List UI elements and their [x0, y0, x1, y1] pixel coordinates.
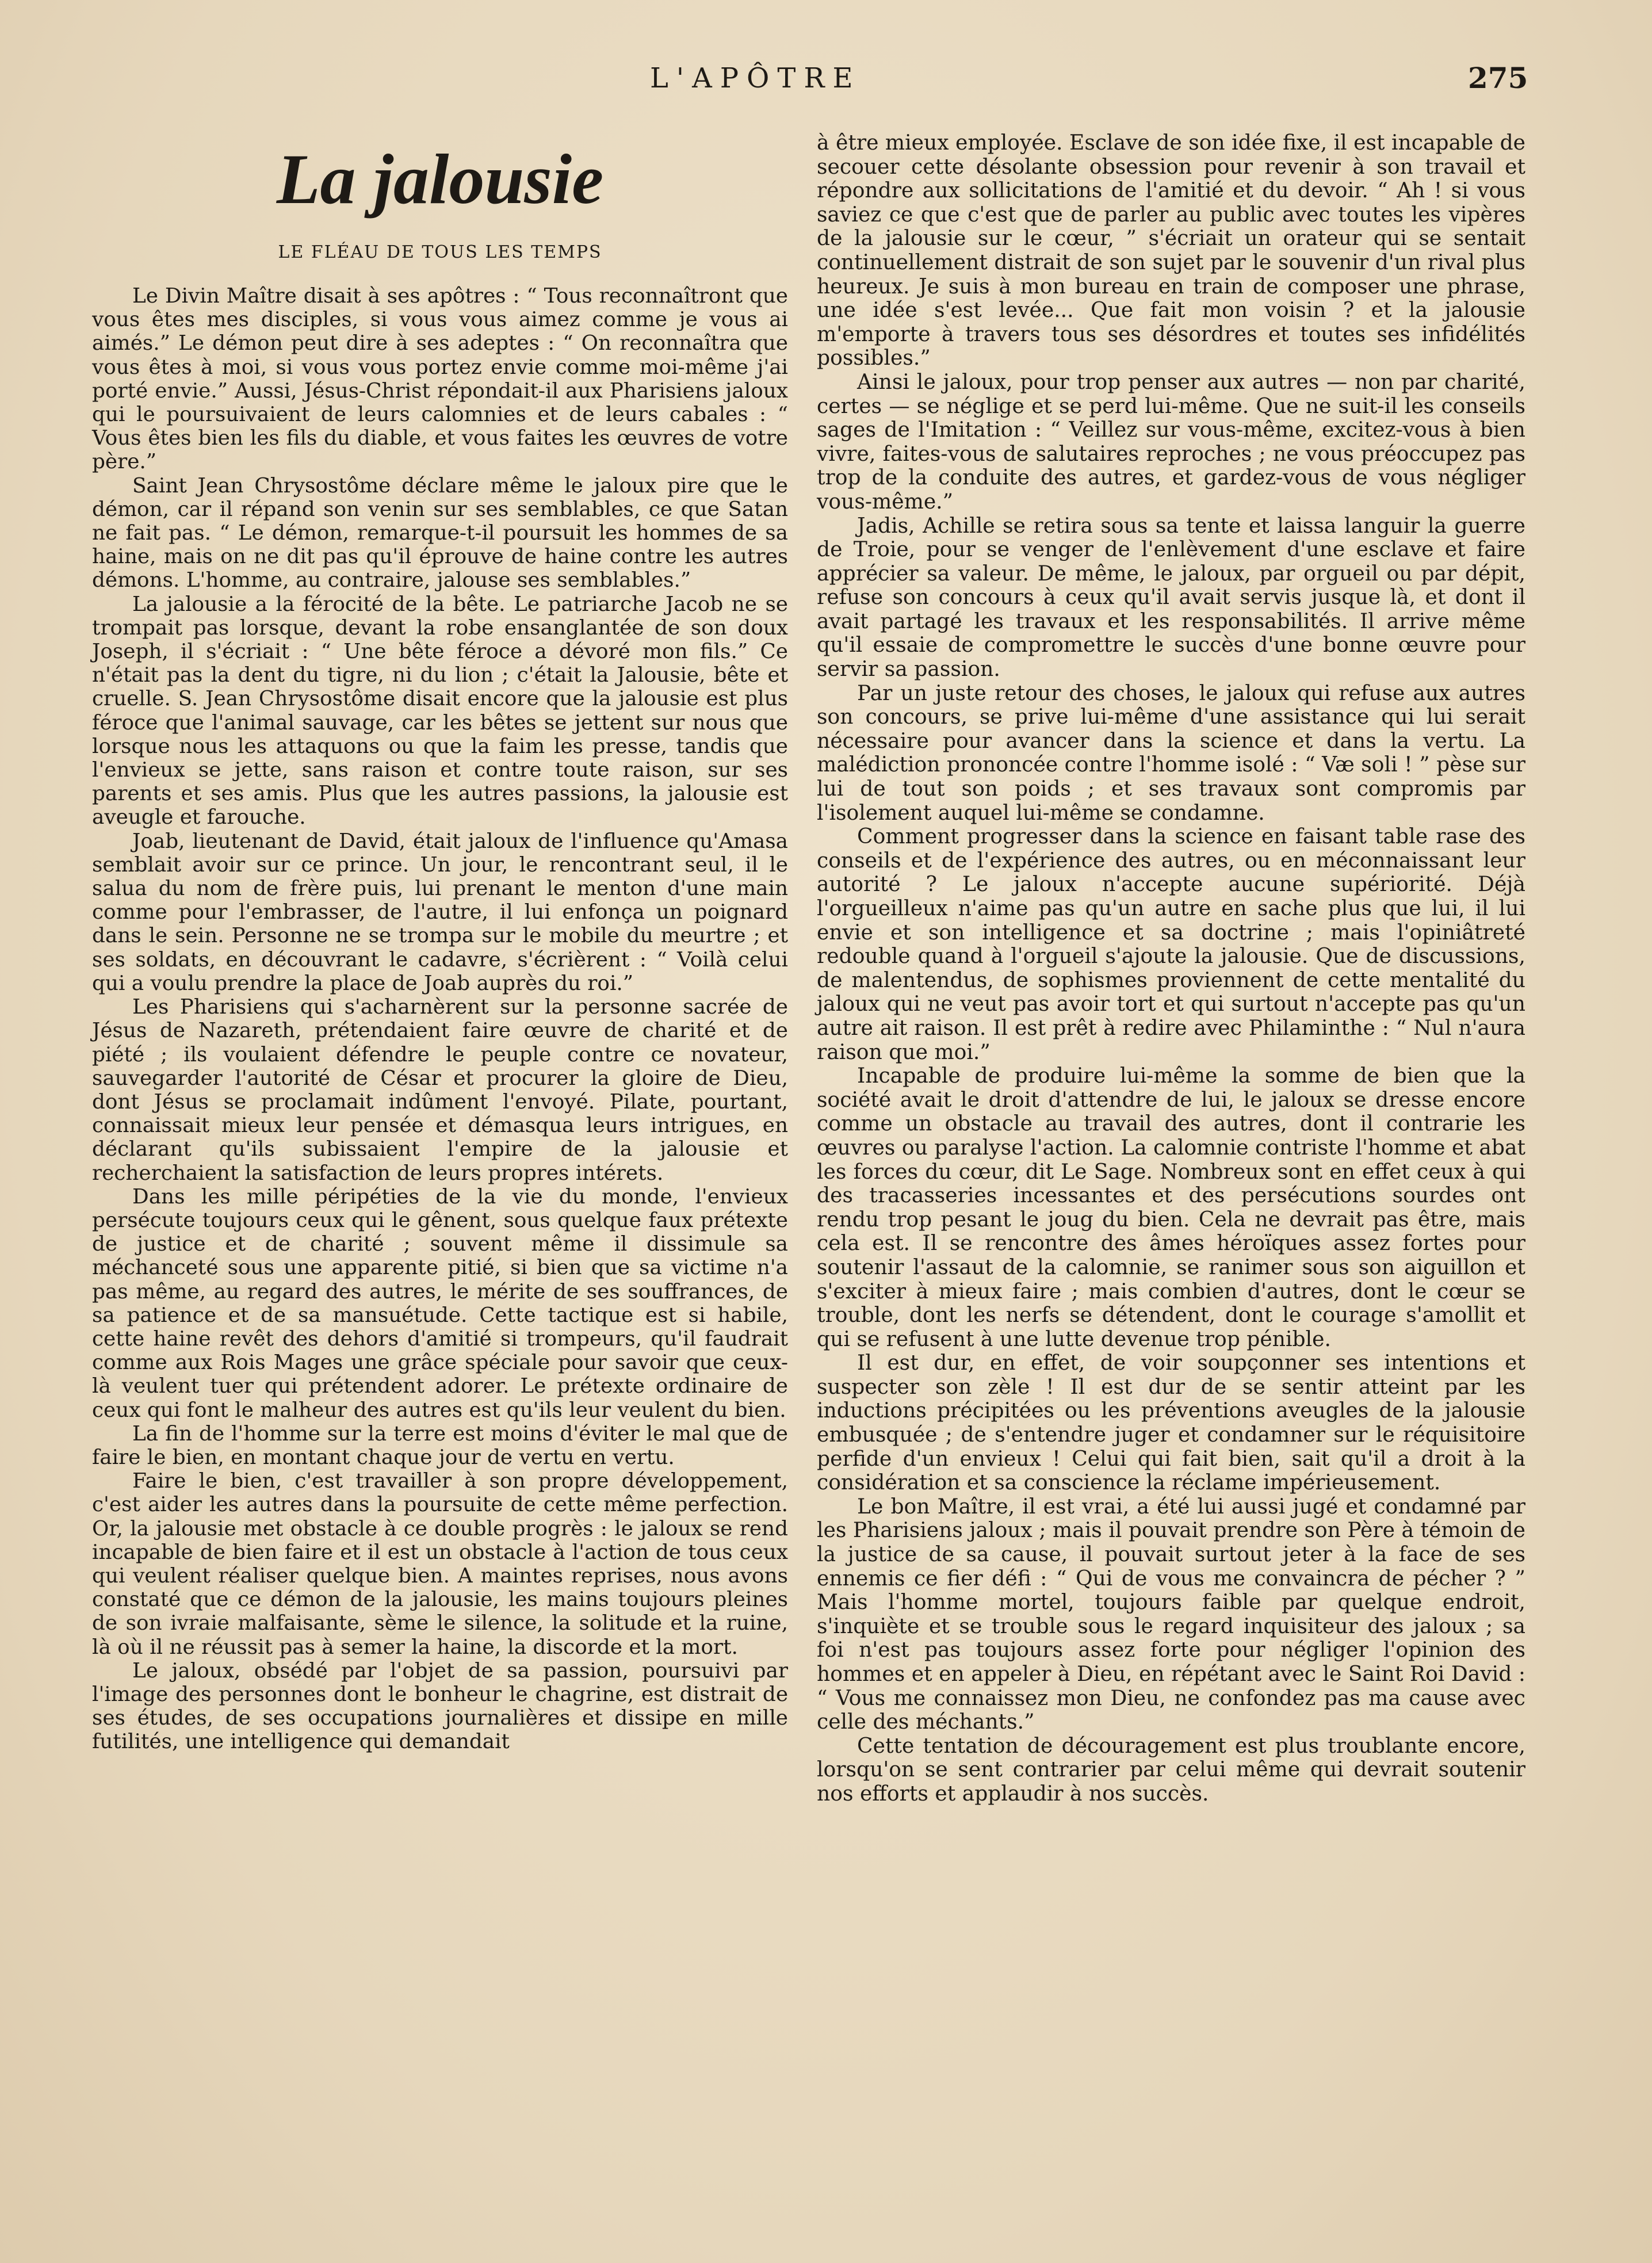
- paragraph: Jadis, Achille se retira sous sa tente et laissa languir la guerre de Troie, pour se venger de l'enlèvement d'une esclave et faire apprécier sa valeur. De même, le jaloux, par orgueil ou par dépit, refuse son concours à ceux qu'il avait servis jusque là, et dont il avait partagé les travaux et les responsabilités. Il arrive même qu'il essaie de compromettre le succès d'une bonne œuvre pour servir sa passion.: [817, 513, 1525, 682]
- paragraph: Par un juste retour des choses, le jaloux qui refuse aux autres son concours, se prive lui-même d'une assistance qui lui serait nécessaire pour avancer dans la science et dans la vertu. La malédiction prononcée contre l'homme isolé : “ Væ soli ! ” pèse sur lui de tout son poids ; et ses travaux sont compromis par l'isolement auquel lui-même se condamne.: [817, 681, 1525, 825]
- paragraph: Incapable de produire lui-même la somme de bien que la société avait le droit d'attendre de lui, le jaloux se dresse encore comme un obstacle au travail des autres, dont il contrarie les œuvres ou paralyse l'action. La calomnie contriste l'homme et abat les forces du cœur, dit Le Sage. Nombreux sont en effet ceux à qui des tracasseries incessantes et des persécutions sourdes ont rendu trop pesant le joug du bien. Cela ne devrait pas être, mais cela est. Il se rencontre des âmes héroïques assez fortes pour soutenir l'assaut de la calomnie, se ranimer sous son aiguillon et s'exciter à mieux faire ; mais combien d'autres, dont le cœur se trouble, dont les nerfs se détendent, dont le courage s'amollit et qui se refusent à une lutte devenue trop pénible.: [817, 1064, 1525, 1351]
- paragraph: Les Pharisiens qui s'acharnèrent sur la personne sacrée de Jésus de Nazareth, prétendaient faire œuvre de charité et de piété ; ils voulaient défendre le peuple contre ce novateur, sauvegarder l'autorité de César et procurer la gloire de Dieu, dont Jésus se proclamait indûment l'envoyé. Pilate, pourtant, connaissait mieux leur pensée et démasqua leurs intrigues, en déclarant qu'ils subissaient l'empire de la jalousie et recherchaient la satisfaction de leurs propres intérets.: [92, 995, 788, 1185]
- paragraph: Dans les mille péripéties de la vie du monde, l'envieux persécute toujours ceux qui le gênent, sous quelque faux prétexte de justice et de charité ; souvent même il dissimule sa méchanceté sous une apparente pitié, si bien que sa victime n'a pas même, au regard des autres, le mérite de ses souffrances, de sa patience et de sa mansuétude. Cette tactique est si habile, cette haine revêt des dehors d'amitié si trompeurs, qu'il faudrait comme aux Rois Mages une grâce spéciale pour savoir que ceux-là veulent tuer qui prétendent adorer. Le prétexte ordinaire de ceux qui font le malheur des autres est qu'ils leur veulent du bien.: [92, 1184, 788, 1422]
- paragraph: Comment progresser dans la science en faisant table rase des conseils et de l'expérience des autres, ou en méconnaissant leur autorité ? Le jaloux n'accepte aucune supériorité. Déjà l'orgueilleux n'aime pas qu'un autre en sache plus que lui, il lui envie et son intelligence et sa doctrine ; mais l'opiniâtreté redouble quand à l'orgueil s'ajoute la jalousie. Que de discussions, de malentendus, de sophismes proviennent de cette mentalité du jaloux qui ne veut pas avoir tort et qui surtout n'accepte pas qu'un autre ait raison. Il est prêt à redire avec Philaminthe : “ Nul n'aura raison que moi.”: [817, 824, 1525, 1064]
- paragraph: La fin de l'homme sur la terre est moins d'éviter le mal que de faire le bien, en montant chaque jour de vertu en vertu.: [92, 1421, 788, 1469]
- paragraph: Ainsi le jaloux, pour trop penser aux autres — non par charité, certes — se néglige et se perd lui-même. Que ne suit-il les conseils sages de l'Imitation : “ Veillez sur vous-même, excitez-vous à bien vivre, faites-vous de salutaires reproches ; ne vous préoccupez pas trop de la conduite des autres, et gardez-vous de vous négliger vous-même.”: [817, 369, 1525, 514]
- paragraph: Le bon Maître, il est vrai, a été lui aussi jugé et condamné par les Pharisiens jaloux ; mais il pouvait prendre son Père à témoin de la justice de sa cause, il pouvait surtout jeter à la face de ses ennemis ce fier défi : “ Qui de vous me convaincra de pécher ? ” Mais l'homme mortel, toujours faible par quelque endroit, s'inquiète et se trouble sous le regard inquisiteur des jaloux ; sa foi n'est pas toujours assez forte pour négliger l'opinion des hommes et en appeler à Dieu, en répétant avec le Saint Roi David : “ Vous me connaissez mon Dieu, ne confondez pas ma cause avec celle des méchants.”: [817, 1494, 1525, 1734]
- page-number: 275: [1468, 61, 1528, 95]
- paragraph: Faire le bien, c'est travailler à son propre développement, c'est aider les autres dans la poursuite de cette même perfection. Or, la jalousie met obstacle à ce double progrès : le jaloux se rend incapable de bien faire et il est un obstacle à l'action de tous ceux qui veulent réaliser quelque bien. A maintes reprises, nous avons constaté que ce démon de la jalousie, les mains toujours pleines de son ivraie malfaisante, sème le silence, la solitude et la ruine, là où il ne réussit pas à semer la haine, la discorde et la mort.: [92, 1469, 788, 1659]
- article-subtitle: LE FLÉAU DE TOUS LES TEMPS: [278, 242, 602, 262]
- paragraph: La jalousie a la férocité de la bête. Le patriarche Jacob ne se trompait pas lorsque, devant la robe ensanglantée de son doux Joseph, il s'écriait : “ Une bête féroce a dévoré mon fils.” Ce n'était pas la dent du tigre, ni du lion ; c'était la Jalousie, bête et cruelle. S. Jean Chrysostôme disait encore que la jalousie est plus féroce que l'animal sauvage, car les bêtes se jettent sur nous que lorsque nous les attaquons ou que la faim les presse, tandis que l'envieux se jette, sans raison et contre toute raison, sur ses parents et ses amis. Plus que les autres passions, la jalousie est aveugle et farouche.: [92, 592, 788, 829]
- paragraph: Joab, lieutenant de David, était jaloux de l'influence qu'Amasa semblait avoir sur ce prince. Un jour, le rencontrant seul, il le salua du nom de frère puis, lui prenant le menton d'une main comme pour l'embrasser, de l'autre, il lui enfonça un poignard dans le sein. Personne ne se trompa sur le mobile du meurtre ; et ses soldats, en découvrant le cadavre, s'écrièrent : “ Voilà celui qui a voulu prendre la place de Joab auprès du roi.”: [92, 829, 788, 995]
- running-title: L'APÔTRE: [650, 62, 861, 94]
- paragraph: Le jaloux, obsédé par l'objet de sa passion, poursuivi par l'image des personnes dont le bonheur le chagrine, est distrait de ses études, de ses occupations journalières et dissipe en mille futilités, une intelligence qui demandait: [92, 1658, 788, 1754]
- paragraph: à être mieux employée. Esclave de son idée fixe, il est incapable de secouer cette désolante obsession pour revenir à son travail et répondre aux sollicitations de l'amitié et du devoir. “ Ah ! si vous saviez ce que c'est que de parler au public avec toutes les vipères de la jalousie sur le cœur, ” s'écriait un orateur qui se sentait continuellement distrait de son sujet par le souvenir d'un rival plus heureux. Je suis à mon bureau en train de composer une phrase, une idée s'est levée... Que fait mon voisin ? et la jalousie m'emporte à travers tous ses désordres et toutes ses infidélités possibles.”: [817, 131, 1526, 370]
- paragraph: Cette tentation de découragement est plus troublante encore, lorsqu'on se sent contrarier par celui même qui devrait soutenir nos efforts et applaudir à nos succès.: [817, 1733, 1525, 1806]
- article-title: La jalousie: [276, 140, 604, 219]
- paragraph: Le Divin Maître disait à ses apôtres : “ Tous reconnaîtront que vous êtes mes disciples, si vous vous aimez comme je vous ai aimés.” Le démon peut dire à ses adeptes : “ On reconnaîtra que vous êtes à moi, si vous vous portez envie comme moi-même j'ai porté envie.” Aussi, Jésus-Christ répondait-il aux Pharisiens jaloux qui le poursuivaient de leurs calomnies et de leurs cabales : “ Vous êtes bien les fils du diable, et vous faites les œuvres de votre père.”: [92, 284, 788, 474]
- left-column: [92, 129, 788, 1754]
- paragraph: Saint Jean Chrysostôme déclare même le jaloux pire que le démon, car il répand son venin sur ses semblables, ce que Satan ne fait pas. “ Le démon, remarque-t-il poursuit les hommes de sa haine, mais on ne dit pas qu'il éprouve de haine contre les autres démons. L'homme, au contraire, jalouse ses semblables.”: [92, 473, 788, 592]
- right-column: [817, 131, 1525, 1806]
- paragraph: Il est dur, en effet, de voir soupçonner ses intentions et suspecter son zèle ! Il est dur de se sentir atteint par les inductions précipitées ou les préventions aveugles de la jalousie embusquée ; de s'entendre juger et condamner sur le réquisitoire perfide d'un envieux ! Celui qui fait bien, sait qu'il a droit à la considération et sa conscience la réclame impérieusement.: [817, 1351, 1525, 1495]
